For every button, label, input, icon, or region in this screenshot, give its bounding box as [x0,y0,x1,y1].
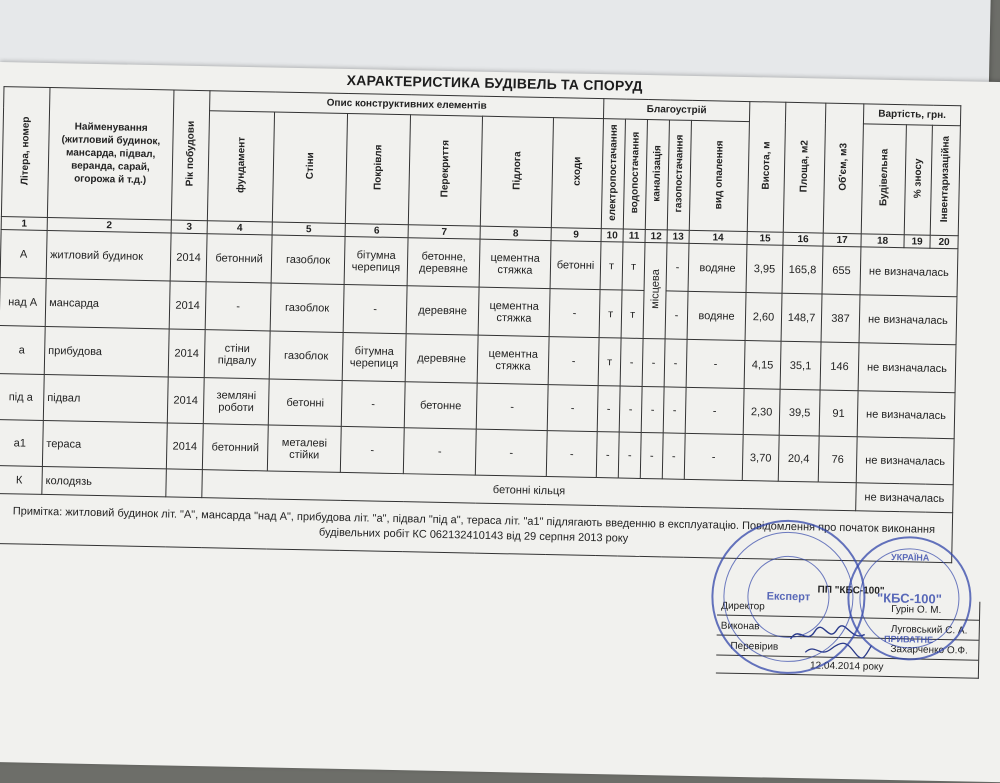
cell-electric: т [598,338,621,386]
cell-name: тераса [42,420,167,468]
col-number: 8 [480,226,551,240]
cell-slabs: деревяне [405,334,478,383]
cell-name: мансарда [45,278,170,328]
col-number: 14 [689,230,747,244]
cell-gas: - [664,339,687,387]
cell-walls: газоблок [269,331,343,380]
cell-gas: - [662,433,685,479]
cell-year: 2014 [167,377,204,424]
cell-litera: під а [0,374,44,421]
cell-year: 2014 [170,233,207,282]
cell-area: 39,5 [779,389,820,436]
cell-year: 2014 [166,423,203,470]
cell-heating: - [685,387,744,434]
cell-electric: т [599,290,622,338]
cell-electric: - [596,432,619,478]
header-area: Площа, м2 [783,102,826,233]
col-number: 16 [783,232,823,246]
cell-stairs: - [547,385,598,432]
header-electric: електропостачання [601,119,625,229]
cell-litera: а [0,326,45,375]
cell-floor: цементна стяжка [479,239,551,288]
cell-slabs: - [403,428,476,475]
cell-area: 148,7 [781,293,822,342]
cell-height: 4,15 [744,341,781,390]
cell-gas: - [665,291,688,339]
expert-stamp: Експерт [710,518,867,675]
company-name: ПП "КБС-100" [817,584,885,597]
cell-name: прибудова [44,326,169,376]
cell-volume: 91 [819,390,858,437]
cell-water: т [621,290,644,338]
cell-area: 20,4 [778,435,819,482]
cell-cost: не визначалась [857,391,955,439]
header-gas: газопостачання [667,120,691,230]
header-height: Висота, м [747,102,786,233]
cell-water: - [619,386,642,432]
cell-litera: А [0,230,47,279]
header-walls: Стіни [272,112,347,223]
cell-water: т [622,242,645,290]
col-number: 15 [747,232,783,246]
cell-volume: 655 [822,246,861,295]
signoff-date: 12.04.2014 року [809,660,884,673]
cell-walls: бетонні [268,379,342,426]
col-number: 17 [823,233,861,247]
col-number: 12 [645,229,667,242]
cell-volume: 146 [820,342,859,391]
cell-gas: - [663,387,686,433]
col-number: 9 [551,228,601,242]
cell-litera: а1 [0,420,43,467]
cell-stairs: бетонні [550,241,601,290]
col-number: 3 [171,220,207,234]
cell-cost: не визначалась [856,483,954,513]
cell-volume: 76 [818,436,857,483]
checker-label: Перевірив [730,640,779,653]
cell-area: 165,8 [782,245,823,294]
header-slabs: Перекриття [408,115,482,226]
header-building-cost: Будівельна [861,124,906,235]
cell-heating: водяне [687,291,746,340]
header-cost: Вартість, грн. [863,104,960,126]
cell-sewer: - [640,432,663,478]
note-text: Примітка: житловий будинок літ. "А", мансарда "над А", прибудова літ. "а", підвал "під а", тераса літ. "а1" підлягають введенню в експлуатацію. Повідомлення про початок виконання будівельних робіт КС 062132410143 від 29 серпня 2013 року [0,494,953,563]
cell-sewer: місцева [643,242,667,338]
buildings-table [0,86,961,563]
director-name: Гурін О. М. [891,603,942,617]
cell-sewer: - [642,338,665,386]
col-number: 2 [47,217,171,232]
cell-stairs: - [548,337,599,386]
cell-litera: К [0,466,42,495]
cell-roof: бітумна черепиця [342,332,406,381]
executor-name: Луговський С. А. [890,623,968,637]
cell-height: 2,30 [743,388,780,435]
header-litera: Літера, номер [1,87,50,218]
header-name: Найменування (житловий будинок, мансарда, підвал, веранда, сарай, огорожа й т.д.) [47,88,174,220]
cell-height: 3,95 [746,245,783,294]
cell-heating: - [686,339,745,388]
checker-name: Захарченко О.Ф. [890,643,968,657]
cell-floor: - [476,383,548,430]
cell-stairs: - [546,431,597,478]
cell-roof: - [343,284,407,333]
cell-area: 35,1 [780,341,821,390]
cell-year: 2014 [169,281,206,330]
col-number: 10 [601,229,623,242]
cell-foundation: стіни підвалу [204,330,270,379]
col-number: 7 [408,225,480,239]
header-heating: вид опалення [689,120,749,231]
cell-foundation: - [205,282,271,331]
header-amenities: Благоустрій [603,99,749,122]
header-stairs: сходи [551,118,603,229]
header-wear: % зносу [904,125,932,235]
cell-water: - [618,432,641,478]
cell-description: бетонні кільця [202,470,856,511]
cell-water: - [620,338,643,386]
cell-heating: - [684,433,743,480]
executor-label: Виконав [720,620,760,633]
cell-slabs: бетонне [404,382,477,429]
cell-foundation: бетонний [206,234,272,283]
cell-floor: цементна стяжка [478,287,550,336]
cell-sewer: - [641,386,664,432]
cell-cost: не визначалась [858,343,956,393]
header-inventory-cost: Інвентаризаційна [930,125,960,236]
col-number: 5 [272,222,345,236]
cell-floor: цементна стяжка [477,335,549,384]
cell-name: житловий будинок [46,230,171,280]
cell-heating: водяне [688,243,747,292]
col-number: 13 [667,230,689,243]
header-foundation: фундамент [207,111,274,222]
header-sewer: каналізація [645,120,669,230]
col-number: 6 [345,223,408,237]
header-floor: Підлога [480,116,553,227]
cell-foundation: бетонний [202,424,268,471]
col-number: 18 [861,234,904,248]
header-year: Рік побудови [171,90,210,221]
cell-floor: - [475,429,547,476]
cell-slabs: деревяне [406,286,479,335]
cell-walls: газоблок [270,283,344,332]
cell-roof: - [341,380,405,427]
company-stamp: УКРАЇНА "КБС-100" ПРИВАТНЕ [846,535,972,661]
cell-height: 2,60 [745,293,782,342]
cell-height: 3,70 [742,434,779,481]
cell-cost: не визначалась [860,247,958,297]
cell-year [166,469,203,498]
document-page [0,62,1000,783]
cell-foundation: земляні роботи [203,378,269,425]
col-number: 4 [207,221,272,235]
cell-cost: не визначалась [856,437,954,485]
cell-gas: - [666,243,689,291]
cell-electric: т [600,242,623,290]
cell-cost: не визначалась [859,295,957,345]
header-roof: Покрівля [345,113,410,224]
col-number: 20 [930,235,958,249]
cell-name: підвал [43,374,168,422]
cell-name: колодязь [42,466,167,496]
director-label: Директор [721,600,765,613]
cell-walls: металеві стійки [267,425,341,472]
header-constructive-elements: Опис конструктивних елементів [210,91,604,119]
cell-litera: над А [0,278,46,327]
cell-walls: газоблок [271,235,345,284]
cell-stairs: - [549,289,600,338]
cell-roof: - [340,426,404,473]
cell-slabs: бетонне, деревяне [407,238,480,287]
col-number: 11 [623,229,645,242]
col-number: 1 [1,217,47,231]
cell-year: 2014 [168,329,205,378]
cell-electric: - [597,386,620,432]
document-title: ХАРАКТЕРИСТИКА БУДІВЕЛЬ ТА СПОРУД [346,71,643,94]
header-volume: Об'єм, м3 [823,103,864,234]
cell-roof: бітумна черепиця [344,236,408,285]
col-number: 19 [904,235,930,249]
header-water: водопостачання [623,119,647,229]
cell-volume: 387 [821,294,860,343]
